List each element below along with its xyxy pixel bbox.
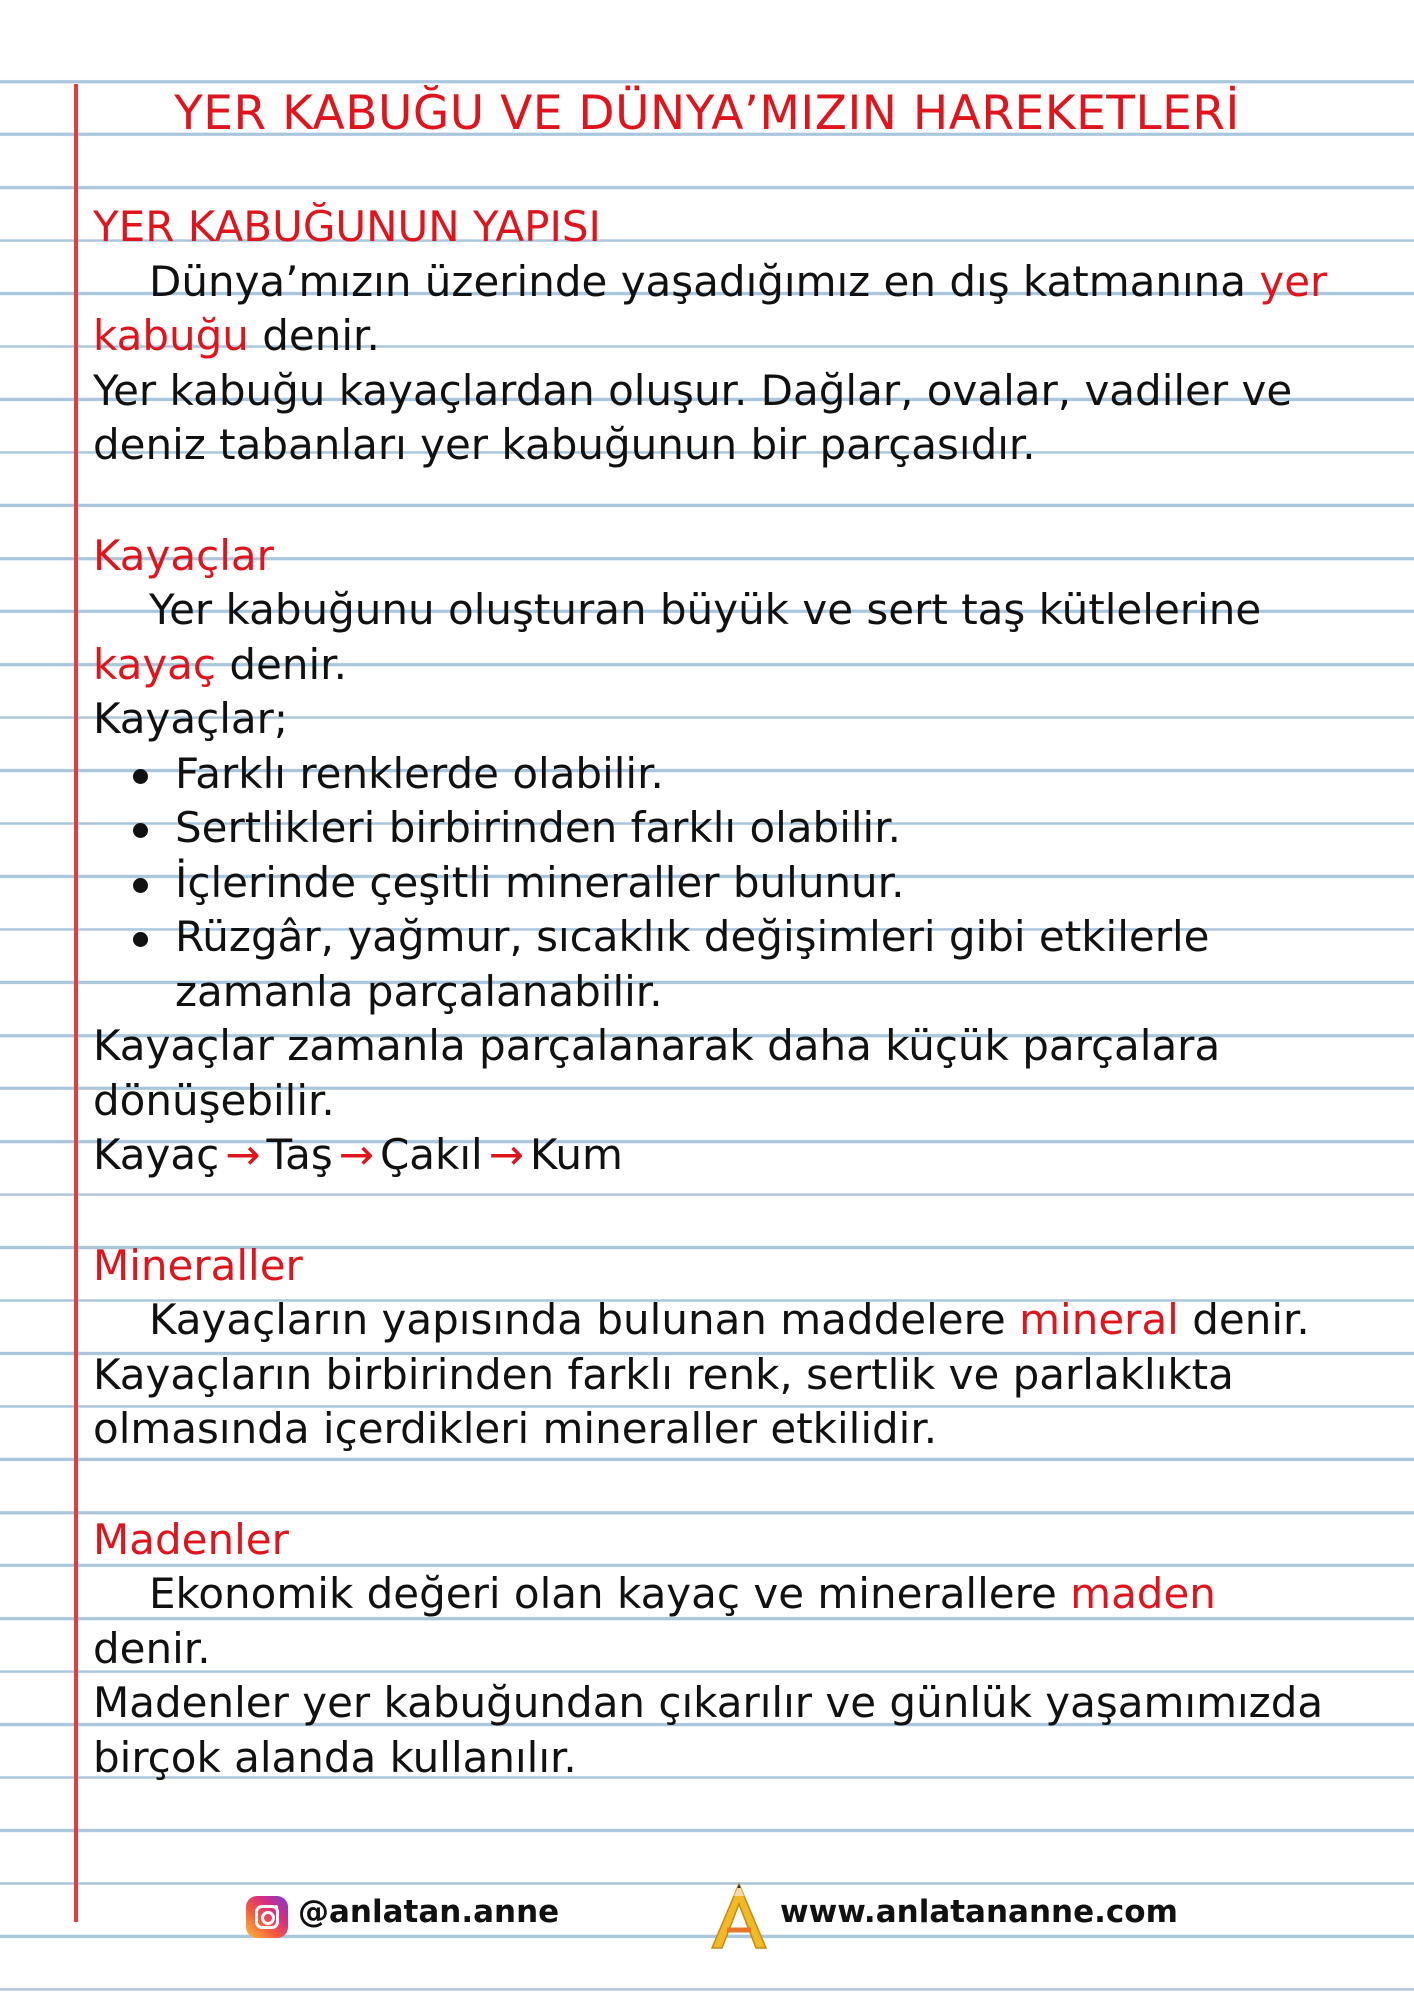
page-title: YER KABUĞU VE DÜNYA’MIZIN HAREKETLERİ — [174, 86, 1240, 141]
section-gap — [93, 473, 1383, 529]
arrow-right-icon: → — [225, 1130, 261, 1179]
list-item-text: zamanla parçalanabilir. — [175, 966, 663, 1016]
list-item-text: Farklı renklerde olabilir. — [175, 748, 664, 798]
text-span: denir. — [216, 639, 347, 689]
arrow-right-icon: → — [488, 1130, 524, 1179]
section-heading-kayaclar: Kayaçlar — [93, 530, 274, 580]
rock-breakdown-chain — [93, 1128, 1383, 1183]
paragraph-line: dönüşebilir. — [93, 1075, 335, 1125]
paragraph-line: birçok alanda kullanılır. — [93, 1732, 577, 1782]
key-term: mineral — [1019, 1295, 1179, 1344]
bullet-icon — [133, 769, 148, 784]
bullet-icon — [133, 878, 148, 893]
list-item — [93, 801, 1383, 856]
notebook-margin-line — [74, 84, 78, 1922]
paragraph-line: deniz tabanları yer kabuğunun bir parçasıdır. — [93, 420, 1036, 469]
arrow-right-icon: → — [338, 1130, 374, 1179]
section-heading-madenler: Madenler — [93, 1514, 289, 1564]
key-term: kayaç — [93, 639, 217, 689]
section-heading-mineraller: Mineraller — [93, 1240, 303, 1290]
paragraph-line — [93, 255, 1383, 310]
website-link[interactable]: www.anlatananne.com — [780, 1894, 1178, 1930]
chain-step: Çakıl — [379, 1130, 483, 1179]
paragraph-line: Yer kabuğu kayaçlardan oluşur. Dağlar, ovalar, vadiler ve — [93, 365, 1293, 415]
notes-content — [93, 200, 1383, 1785]
bullet-icon — [133, 823, 148, 838]
paragraph-line — [93, 1567, 1383, 1622]
list-item-text: Rüzgâr, yağmur, sıcaklık değişimleri gibi etkilerle — [175, 912, 1210, 961]
text-span: Ekonomik değeri olan kayaç ve minerallere — [149, 1569, 1071, 1618]
text-span: Dünya’mızın üzerinde yaşadığımız en dış katmanına — [149, 256, 1260, 306]
list-item-text: Sertlikleri birbirinden farklı olabilir. — [175, 803, 901, 852]
paragraph-line: denir. — [93, 1623, 211, 1673]
instagram-handle-link[interactable]: @anlatan.anne — [298, 1894, 560, 1930]
paragraph-line: Kayaçların birbirinden farklı renk, sertlik ve parlaklıkta — [93, 1349, 1234, 1399]
pencil-a-logo-icon — [708, 1882, 770, 1950]
text-span: denir. — [1178, 1295, 1310, 1344]
paragraph-line: olmasında içerdikleri mineraller etkilidir. — [93, 1404, 938, 1453]
chain-step: Kum — [529, 1130, 623, 1179]
list-item-text: İçlerinde çeşitli mineraller bulunur. — [175, 857, 905, 907]
key-term: yer — [1259, 256, 1328, 306]
instagram-icon[interactable] — [246, 1896, 288, 1938]
bullet-icon — [133, 932, 148, 947]
list-intro: Kayaçlar; — [93, 694, 289, 743]
bullet-list — [93, 747, 1383, 1020]
instagram-flash — [274, 1905, 278, 1909]
paragraph-line — [93, 638, 1383, 693]
section-heading-yapisi: YER KABUĞUNUN YAPISI — [93, 202, 601, 251]
chain-step: Kayaç — [93, 1130, 220, 1179]
section-gap — [93, 1457, 1383, 1513]
text-span: Kayaçların yapısında bulunan maddelere — [149, 1295, 1020, 1344]
footer — [0, 1888, 1414, 1948]
key-term: kabuğu — [93, 311, 249, 360]
chain-step: Taş — [266, 1130, 333, 1179]
key-term: maden — [1070, 1569, 1216, 1618]
paragraph-line — [93, 1293, 1383, 1348]
paragraph-line: Kayaçlar zamanla parçalanarak daha küçük parçalara — [93, 1021, 1221, 1070]
list-item — [93, 747, 1383, 802]
instagram-lens — [261, 1911, 275, 1925]
list-item — [93, 910, 1383, 1019]
paragraph-line — [93, 309, 1383, 364]
text-span: denir. — [248, 311, 380, 360]
paragraph-line: Yer kabuğunu oluşturan büyük ve sert taş kütlelerine — [149, 585, 1262, 634]
paragraph-line: Madenler yer kabuğundan çıkarılır ve günlük yaşamımızda — [93, 1678, 1324, 1727]
section-gap — [93, 1183, 1383, 1239]
list-item — [93, 856, 1383, 911]
